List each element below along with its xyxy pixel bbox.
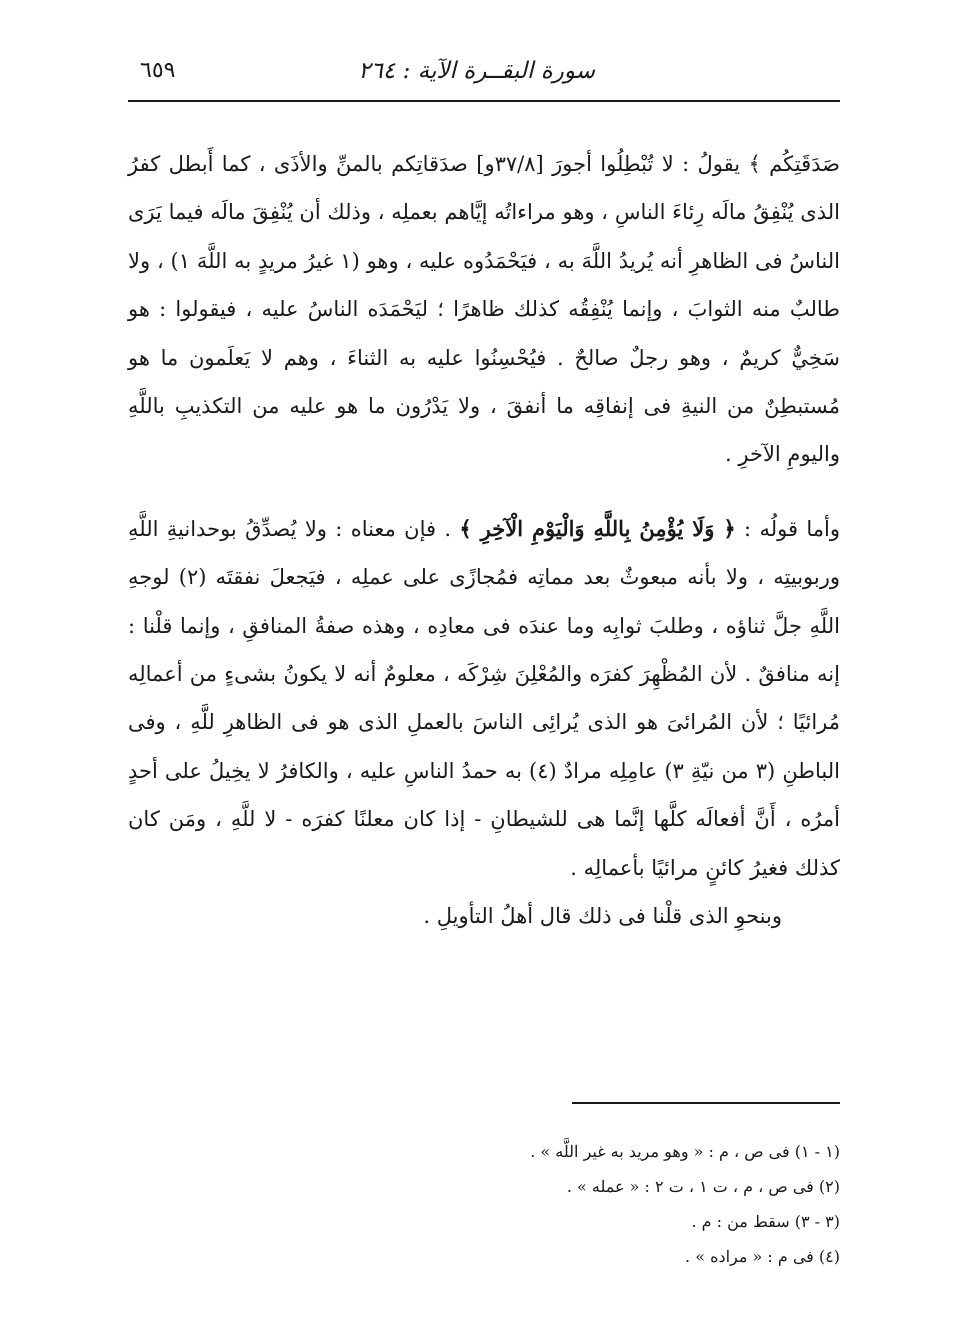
quran-verse: ﴿ وَلَا يُؤْمِنُ بِاللَّهِ وَالْيَوْمِ الْآخِرِ ﴾ [459, 515, 736, 541]
main-text [128, 140, 840, 941]
paragraph-1: صَدَقَتِكُم ﴾ يقولُ : لا تُبْطِلُوا أجورَ [٣٧/٨و] صدَقاتِكم بالمنِّ والأذَى ، كما أَبطل كفرُ الذى يُنْفِقُ مالَه رِئاءَ الناسِ ، وهو مراءاتُه إيَّاهم بعملِه ، وذلك أن يُنْفِقَ مالَه فيما يَرَى الناسُ فى الظاهرِ أنه يُريدُ اللَّهَ به ، فيَحْمَدُوه عليه ، وهو (١ غيرُ مريدٍ به اللَّهَ ١) ، ولا طالبٌ منه الثوابَ ، وإنما يُنْفِقُه كذلك ظاهرًا ؛ ليَحْمَدَه الناسُ عليه ، فيقولوا : هو سَخِيٌّ كريمٌ ، وهو رجلٌ صالحٌ . فيُحْسِنُوا عليه به الثناءَ ، وهم لا يَعلَمون ما هو مُستبطِنٌ من النيةِ فى إنفاقِه ما أنفقَ ، ولا يَدْرُون ما هو عليه من التكذيبِ باللَّهِ واليومِ الآخرِ . [128, 152, 840, 467]
paragraph-gap [128, 479, 840, 505]
footnote-1: (١ - ١) فى ص ، م : « وهو مريد به غير اللَّه » . [530, 1142, 840, 1161]
paragraph-2-intro: وأما قولُه : [735, 516, 840, 541]
running-header [128, 52, 840, 96]
footnote-rule [572, 1102, 840, 1104]
paragraph-2-body: . فإن معناه : ولا يُصدِّقُ بوحدانيةِ اللَّهِ وربوبيتِه ، ولا بأنه مبعوثٌ بعد مماتِه فمُجازًى على عملِه ، فيَجعلَ نفقتَه (٢) لوجهِ اللَّهِ جلَّ ثناؤه ، وطلبَ ثوابِه وما عندَه فى معادِه ، وهذه صفةُ المنافقِ ، وإنما قلْنا : إنه منافقٌ . لأن المُظْهِرَ كفرَه والمُعْلِنَ شِرْكَه ، معلومٌ أنه لا يكونُ بشىءٍ من أعمالِه مُرائيًا ؛ لأن المُرائىَ هو الذى يُرائِى الناسَ بالعملِ الذى هو فى الظاهرِ للَّهِ ، وفى الباطنِ (٣ من نيّةِ ٣) عامِلِه مرادٌ (٤) به حمدُ الناسِ عليه ، والكافرُ لا يخِيلُ على أحدٍ أمرُه ، أَنَّ أفعالَه كلَّها إنَّما هى للشيطانِ - إذا كان معلنًا كفرَه - لا للَّهِ ، ومَن كان كذلك فغيرُ كائنٍ مرائيًا بأعمالِه . [128, 516, 841, 880]
footnote-2: (٢) فى ص ، م ، ت ١ ، ت ٢ : « عمله » . [566, 1177, 840, 1196]
footnote-4: (٤) فى م : « مراده » . [685, 1247, 840, 1266]
page-number: ٦٥٩ [140, 58, 176, 83]
header-title: سورة البقــرة الآية : ٢٦٤ [358, 58, 595, 84]
paragraph-2 [128, 505, 840, 892]
footnote-3: (٣ - ٣) سقط من : م . [691, 1212, 840, 1231]
header-rule [128, 100, 840, 102]
paragraph-3: وبنحوِ الذى قلْنا فى ذلك قال أهلُ التأويلِ . [423, 904, 782, 929]
footnotes [128, 1134, 840, 1274]
